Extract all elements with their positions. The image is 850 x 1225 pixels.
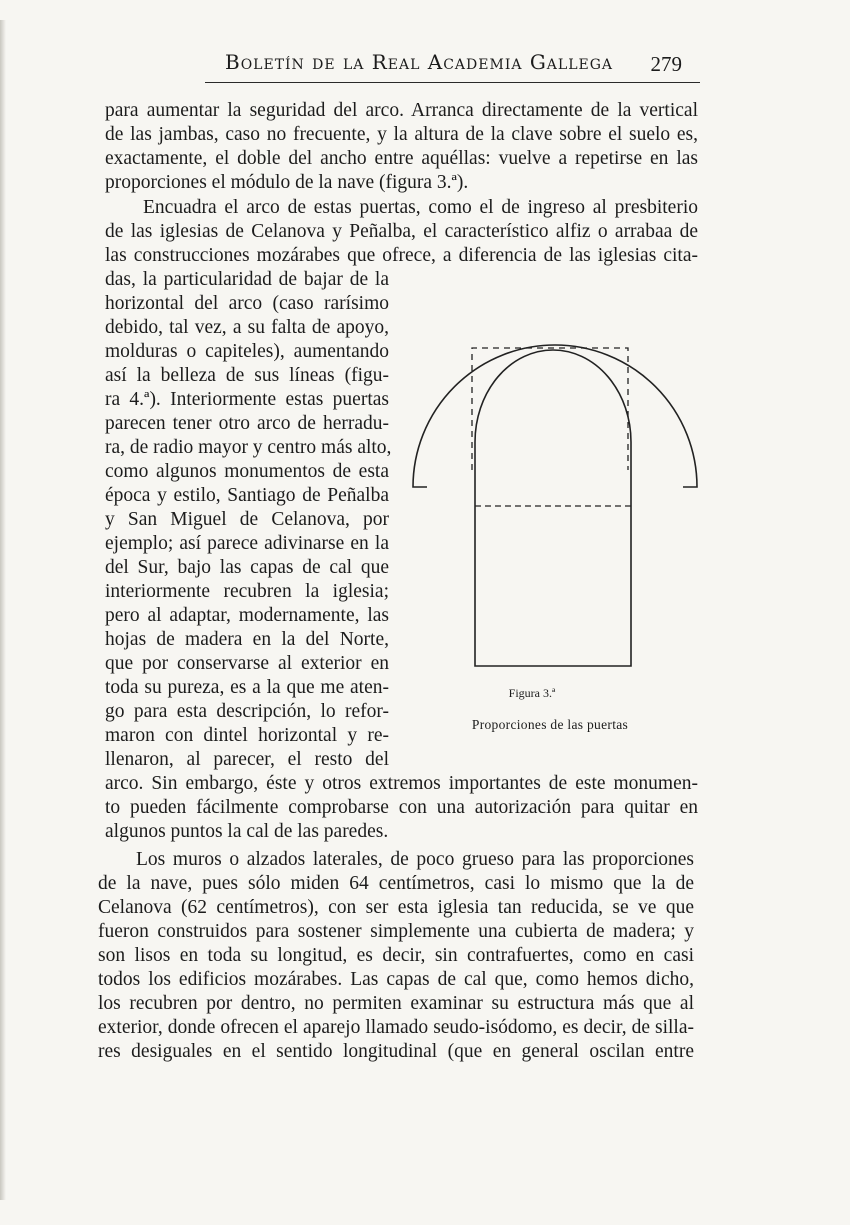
alfiz-outer-arch bbox=[413, 345, 697, 487]
text-line: y San Miguel de Celanova, por bbox=[105, 509, 389, 530]
text-line: Celanova (62 centímetros), con ser esta iglesia tan reducida, se ve que bbox=[98, 897, 694, 918]
page-edge-shadow bbox=[0, 20, 6, 1200]
text-line: exterior, donde ofrecen el aparejo llamado seudo-isódomo, es decir, de silla- bbox=[98, 1017, 694, 1038]
text-line: to pueden fácilmente comprobarse con una autorización para quitar en bbox=[105, 797, 698, 818]
text-line: época y estilo, Santiago de Peñalba bbox=[105, 485, 389, 506]
text-line: proporciones el módulo de la nave (figura 3.ª). bbox=[105, 172, 469, 193]
text-line: horizontal del arco (caso rarísimo bbox=[105, 293, 389, 314]
text-line: son lisos en toda su longitud, es decir, sin contrafuertes, como en casi bbox=[98, 945, 694, 966]
text-line: toda su pureza, es a la que me aten- bbox=[105, 677, 389, 698]
text-line: ra 4.ª). Interiormente estas puertas bbox=[105, 389, 389, 410]
text-line: los recubren por dentro, no permiten examinar su estructura más que al bbox=[98, 993, 694, 1014]
door-lower-rectangle bbox=[475, 484, 631, 666]
text-line: parecen tener otro arco de herradu- bbox=[105, 413, 389, 434]
text-line: ejemplo; así parece adivinarse en la bbox=[105, 533, 389, 554]
text-line: go para esta descripción, lo refor- bbox=[105, 701, 389, 722]
text-line: debido, tal vez, a su falta de apoyo, bbox=[105, 317, 389, 338]
text-line: de las iglesias de Celanova y Peñalba, el característico alfiz o arrabaa de bbox=[105, 221, 698, 242]
text-line: Los muros o alzados laterales, de poco grueso para las proporciones bbox=[136, 849, 694, 870]
text-line: para aumentar la seguridad del arco. Arranca directamente de la vertical bbox=[105, 100, 698, 121]
figure-number: Figura 3.ª bbox=[508, 686, 556, 700]
door-proportions-figure bbox=[405, 292, 705, 692]
text-line: de la nave, pues sólo miden 64 centímetros, casi lo mismo que la de bbox=[98, 873, 694, 894]
text-line: llenaron, al parecer, el resto del bbox=[105, 749, 389, 770]
text-line: que por conservarse al exterior en bbox=[105, 653, 389, 674]
text-line: interiormente recubren la iglesia; bbox=[105, 581, 389, 602]
text-line: res desiguales en el sentido longitudinal (que en general oscilan entre bbox=[98, 1041, 694, 1062]
text-line: las construcciones mozárabes que ofrece, a diferencia de las iglesias cita- bbox=[105, 245, 698, 266]
page-number: 279 bbox=[650, 52, 682, 76]
text-line: todos los edificios mozárabes. Las capas de cal que, como hemos dicho, bbox=[98, 969, 694, 990]
running-header bbox=[205, 46, 700, 83]
text-line: ra, de radio mayor y centro más alto, bbox=[105, 437, 392, 458]
text-line: de las jambas, caso no frecuente, y la altura de la clave sobre el suelo es, bbox=[105, 124, 698, 145]
text-line: pero al adaptar, modernamente, las bbox=[105, 605, 389, 626]
text-line: hojas de madera en la del Norte, bbox=[105, 629, 389, 650]
text-line: arco. Sin embargo, éste y otros extremos importantes de este monumen- bbox=[105, 773, 698, 794]
text-line: algunos puntos la cal de las paredes. bbox=[105, 821, 389, 842]
text-line: como algunos monumentos de esta bbox=[105, 461, 389, 482]
text-line: das, la particularidad de bajar de la bbox=[105, 269, 389, 290]
figure-caption: Proporciones de las puertas bbox=[471, 717, 629, 732]
text-line: molduras o capiteles), aumentando bbox=[105, 341, 389, 362]
text-line: del Sur, bajo las capas de cal que bbox=[105, 557, 389, 578]
journal-title: Boletín de la Real Academia Gallega bbox=[225, 50, 614, 74]
text-line: maron con dintel horizontal y re- bbox=[105, 725, 389, 746]
text-line: fueron construidos para sostener simplemente una cubierta de madera; y bbox=[98, 921, 694, 942]
text-line: exactamente, el doble del ancho entre aquéllas: vuelve a repetirse en las bbox=[105, 148, 698, 169]
dashed-upper-rectangle bbox=[472, 348, 628, 470]
door-horseshoe-arch bbox=[475, 350, 631, 484]
text-line: así la belleza de sus líneas (figu- bbox=[105, 365, 389, 386]
text-line: Encuadra el arco de estas puertas, como el de ingreso al presbiterio bbox=[143, 197, 698, 218]
